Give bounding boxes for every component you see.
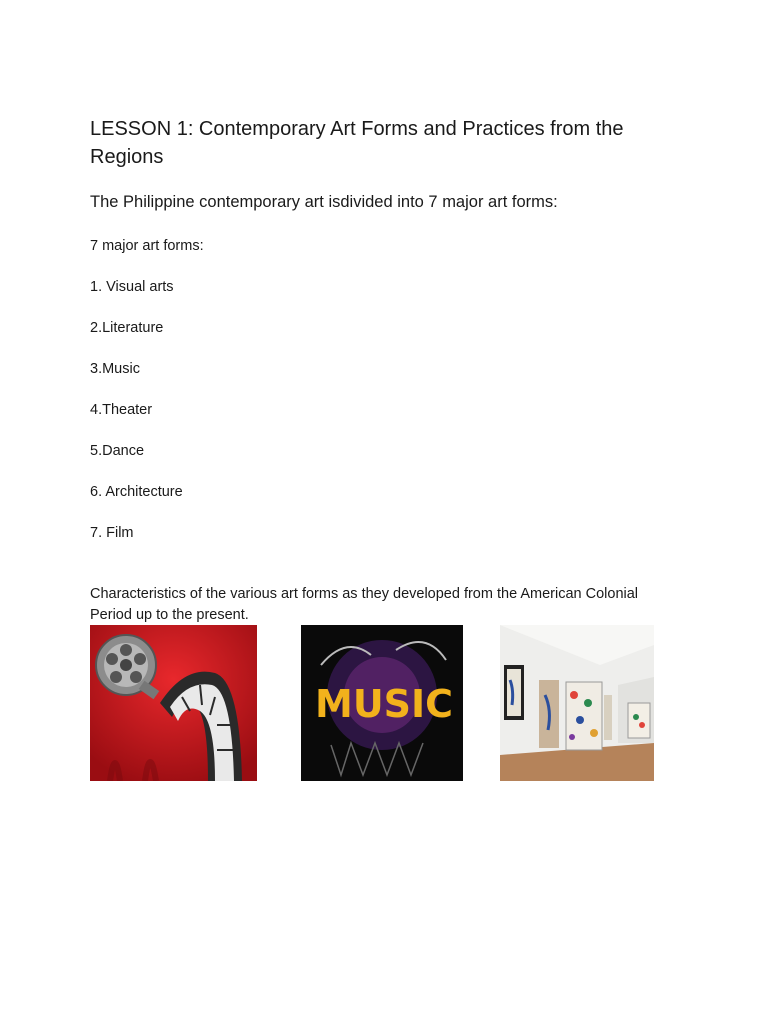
art-form-item: 7. Film xyxy=(90,525,134,541)
lesson-title: LESSON 1: Contemporary Art Forms and Practices from the Regions xyxy=(90,118,624,168)
art-form-item: 6. Architecture xyxy=(90,484,183,500)
art-gallery-image xyxy=(500,625,654,781)
art-form-item: 5.Dance xyxy=(90,443,145,459)
film-reel-image xyxy=(90,625,257,781)
art-form-item: 1. Visual arts xyxy=(90,279,174,295)
characteristics-text: Characteristics of the various art forms as they developed from the American Colonial Period up to the present. xyxy=(90,586,639,623)
art-form-item: 2.Literature xyxy=(90,320,164,336)
intro-text: The Philippine contemporary art isdivided into 7 major art forms: xyxy=(90,193,558,211)
art-form-item: 4.Theater xyxy=(90,402,153,418)
music-image xyxy=(301,625,463,781)
music-word: MUSIC xyxy=(315,682,454,726)
art-forms-heading: 7 major art forms: xyxy=(90,238,204,254)
art-form-item: 3.Music xyxy=(90,361,140,377)
